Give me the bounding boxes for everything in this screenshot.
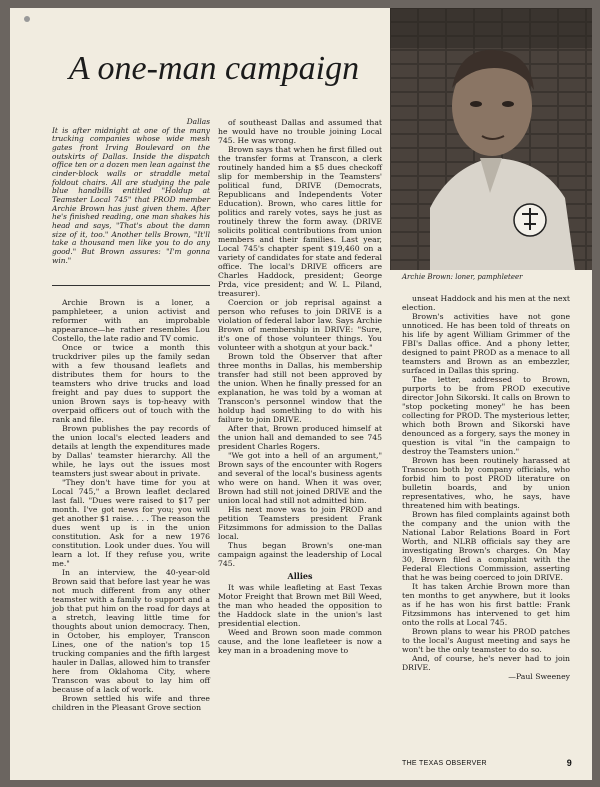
paragraph: Once or twice a month this truckdriver piles up the family sedan with a few thousand leaflets and distributes them for hours to the teamsters who drive trucks and load freight and pay dues to support the union Brown says is top-heavy with overpaid officers out of touch with the rank and file. bbox=[52, 343, 210, 424]
paragraph: unseat Haddock and his men at the next election. bbox=[402, 294, 570, 312]
paragraph: Brown told the Observer that after three months in Dallas, his membership transfer had still not been approved by the union. When he finally pressed for an explanation, he was told by a woman at Transcon's personnel window that the holdup had something to do with his failure to join DRIVE. bbox=[218, 352, 382, 424]
paragraph: of southeast Dallas and assumed that he would have no trouble joining Local 745. He was wrong. bbox=[218, 118, 382, 145]
column-1 bbox=[52, 298, 210, 712]
paragraph: Archie Brown is a loner, a pamphleteer, a union activist and reformer with an improbable appearance—he rather resembles Lou Costello, the late radio and TV comic. bbox=[52, 298, 210, 343]
paragraph: Weed and Brown soon made common cause, and the lone leafleteer is now a key man in a broadening move to bbox=[218, 628, 382, 656]
archie-brown-portrait bbox=[390, 8, 592, 270]
headline: A one-man campaign bbox=[68, 50, 360, 87]
paragraph: Brown has filed complaints against both the company and the union with the National Labor Relations Board in Fort Worth, and NLRB officials say they are investigating Brown's charges. On May 30, Brown filed a complaint with the Federal Elections Commission, asserting that he was being coerced to join DRIVE. bbox=[402, 510, 570, 582]
dateline: Dallas bbox=[186, 117, 210, 126]
paragraph: His next move was to join PROD and petition Teamsters president Frank Fitzsimmons for admission to the Dallas local. bbox=[218, 505, 382, 541]
paragraph: Brown has been routinely harassed at Transcon both by company officials, who forbid him to post PROD literature on bulletin boards, and by union representatives, who, he says, have threatened him with beatings. bbox=[402, 456, 570, 510]
intro-text: It is after midnight at one of the many trucking companies whose wide mesh gates front Irving Boulevard on the outskirts of Dallas. Inside the dispatch office ten or a dozen men lean against the cinder-block walls or straddle metal foldout chairs. All are studying the pale blue handbills entitled "Holdup at Teamster Local 745" that PROD member Archie Brown has just given them. After he's finished reading, one man shakes his head and says, "That's about the damn size of it, too." Another tells Brown, "It'll take a thousand men like you to do any good." But Brown assures: "I'm gonna win." bbox=[52, 125, 210, 265]
paragraph: "We got into a hell of an argument," Brown says of the encounter with Rogers and several of the local's business agents who were on hand. When it was over, Brown had still not joined DRIVE and the union local had still not admitted him. bbox=[218, 451, 382, 505]
portrait-photo bbox=[390, 8, 592, 270]
paragraph: It was while leafleting at East Texas Motor Freight that Brown met Bill Weed, the man who headed the opposition to the Haddock slate in the union's last presidential election. bbox=[218, 583, 382, 629]
paragraph: Thus began Brown's one-man campaign against the leadership of Local 745. bbox=[218, 541, 382, 568]
photo-caption: Archie Brown: loner, pamphleteer bbox=[402, 273, 523, 281]
paragraph: Brown plans to wear his PROD patches to the local's August meeting and says he won't be the only teamster to do so. bbox=[402, 627, 570, 654]
paragraph: In an interview, the 40-year-old Brown said that before last year he was not much different from any other teamster with a family to support and a job that put him on the road for days at a stretch, leaving little time for thoughts about union democracy. Then, in October, his employer, Transcon Lines, one of the nation's top 15 trucking companies and the fifth largest hauler in Dallas, allowed him to transfer here from Oklahoma City, where Transcon was about to lay him off because of a lack of work. bbox=[52, 568, 210, 694]
paragraph: Brown settled his wife and three children in the Pleasant Grove section bbox=[52, 694, 210, 712]
page-corner-mark bbox=[24, 16, 30, 22]
page-footer bbox=[402, 760, 572, 767]
page-number: 9 bbox=[566, 758, 572, 768]
paragraph: Brown's activities have not gone unnoticed. He has been told of threats on his life by agent William Grimmer of the FBI's Dallas office. And a phony letter, designed to paint PROD as a menace to all teamsters and Brown as an embezzler, surfaced in Dallas this spring. bbox=[402, 312, 570, 375]
paragraph: The letter, addressed to Brown, purports to be from PROD executive director John Sikorski. It calls on Brown to "stop pocketing money" he has been collecting for PROD. The mysterious letter, which both Brown and Sikorski have denounced as a forgery, says the money in question is vital "in the campaign to destroy the Teamsters union." bbox=[402, 375, 570, 456]
paragraph: It has taken Archie Brown more than ten months to get anywhere, but it looks as if he has won his first battle: Frank Fitzsimmons has intervened to get him onto the rolls at Local 745. bbox=[402, 582, 570, 627]
paragraph: Coercion or job reprisal against a person who refuses to join DRIVE is a violation of federal labor law. Says Archie Brown of membership in DRIVE: "Sure, it's one of those volunteer things. You volunteer with a shotgun at your back." bbox=[218, 298, 382, 352]
paragraph: After that, Brown produced himself at the union hall and demanded to see 745 president Charles Rogers. bbox=[218, 424, 382, 451]
paragraph: Brown publishes the pay records of the union local's elected leaders and details at length the expenditures made by Dallas' teamster hierarchy. All the while, he lays out the issues most teamsters just swear about in private. bbox=[52, 424, 210, 478]
subhead-allies: Allies bbox=[287, 571, 313, 581]
intro-divider bbox=[52, 285, 210, 286]
paragraph: "They don't have time for you at Local 745," a Brown leaflet declared last fall. "Dues were raised to $17 per month. I've got news for you; you will get another $1 raise. . . . The reason the dues went up is in the union constitution. Ask for a new 1976 constitution. Look under dues. You will learn a lot. If they refuse you, write me." bbox=[52, 478, 210, 568]
magazine-page bbox=[10, 8, 592, 780]
column-3 bbox=[402, 294, 570, 681]
paragraph: Brown says that when he first filled out the transfer forms at Transcon, a clerk routinely handed him a $5 dues checkoff slip for membership in the Teamsters' political fund, DRIVE (Democrats, Republicans and Independents Voter Education). Brown, who cares little for politics and rarely votes, says he just as routinely threw the form away. (DRIVE solicits political contributions from union members and their families. Last year, Local 745's chapter spent $19,460 on a variety of candidates for state and federal office. The local's DRIVE officers are Charles Haddock, president; George Prda, vice president; and W. L. Piland, treasurer). bbox=[218, 145, 382, 298]
paragraph: And, of course, he's never had to join DRIVE. bbox=[402, 654, 570, 672]
column-2 bbox=[218, 118, 382, 655]
publication-name: THE TEXAS OBSERVER bbox=[402, 760, 487, 767]
byline: —Paul Sweeney bbox=[508, 672, 570, 681]
intro-paragraph bbox=[52, 118, 210, 265]
